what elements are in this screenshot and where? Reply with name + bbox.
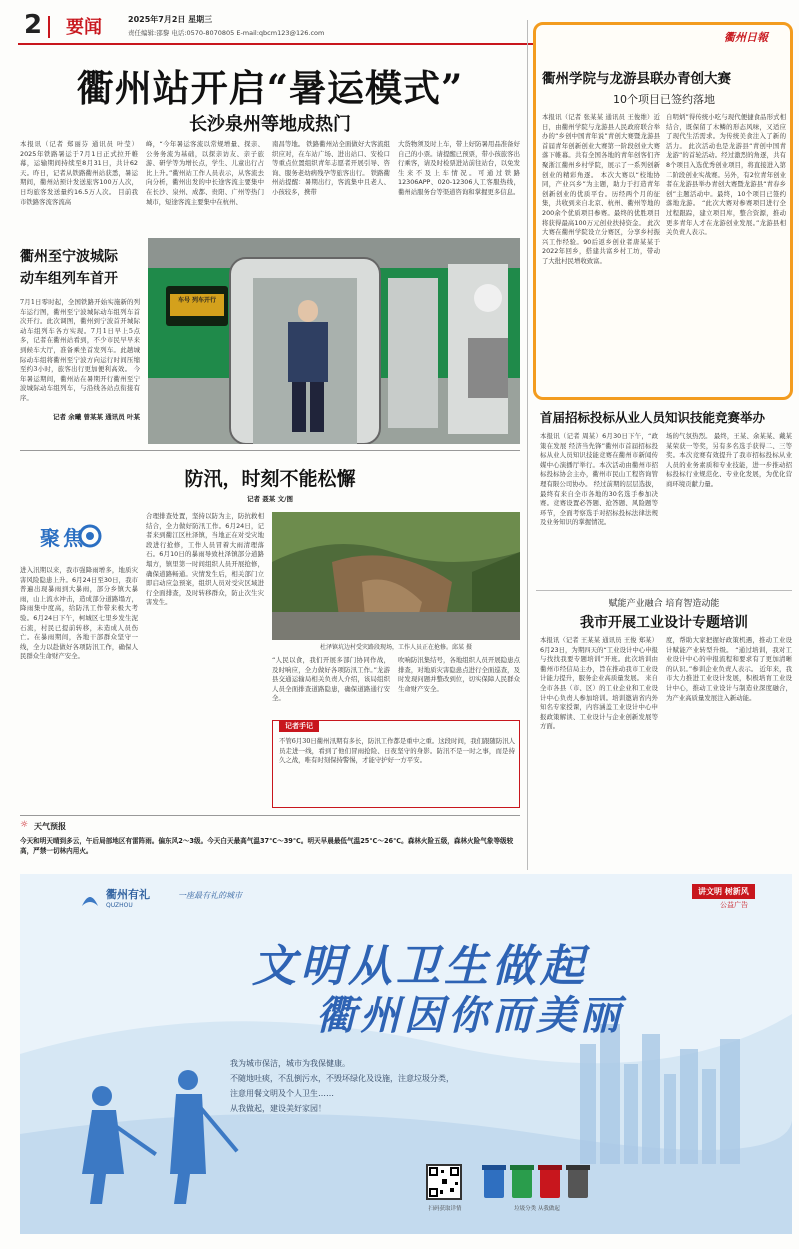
focus-logo [22, 512, 136, 562]
page-number: 2 [24, 10, 43, 40]
bins-label: 垃圾分类 从我做起 [514, 1206, 560, 1212]
qingchuang-article-frame [533, 22, 793, 400]
ad-line-3: 注意用餐文明及个人卫生…… [230, 1089, 334, 1098]
lead-col-2: 峰，“今年暑运客流以常规增量、探亲、公务务流为基础，以探亲访友、亲子旅游、研学等为增长点，学生、儿童出行占比上升。”衢州站工作人员表示，从客流去向分析，衢州出发的中长途客流主要集中在长沙、泉州、成都、贵阳、广州等热门城市，短途客流主要集中在杭州、 [146, 140, 264, 206]
qr-code[interactable] [426, 1164, 462, 1200]
train-illustration [148, 238, 520, 444]
contest-headline: 首届招标投标从业人员知识技能竞赛举办 [540, 410, 766, 425]
weather-icon: ☼ [20, 820, 29, 830]
trash-bins [482, 1162, 592, 1202]
trash-bin-icons [482, 1162, 592, 1202]
flood-photo [272, 512, 520, 640]
contest-col-1: 本报讯（记者 周某）6月30日下午，“政策在发展 经济当先锋”衢州市首届招标投标从业人员知识技能竞赛在衢州市新闻传媒中心演播厅举行。本次活动由衢州市招标投标协会主办，衢州市民山工程咨询管理有限公司协办。 经过前期的层层选拔，最终有来自全市各地的30名选手参加决赛。竞赛设置必答题、抢答题、风险题等环节，全面考察选手对招标投标法律法规及业务知识的掌握情况。 [540, 432, 658, 527]
qingchuang-headline: 衢州学院与龙游县联办青创大赛 [542, 71, 731, 87]
public-service-ad [20, 874, 792, 1234]
ad-background [20, 874, 792, 1234]
qingchuang-subheadline: 10个项目已签约落地 [613, 93, 715, 106]
landslide-illustration [272, 512, 520, 640]
section-name: 要闻 [66, 17, 102, 38]
psa-tag: 公益广告 [720, 901, 748, 909]
flood-col-4: 吹响防汛集结号，各地组织人员开展隐患点排查，对地质灾害隐患点进行全面巡查，及时发现问题并整改到位，切实保障人民群众生命财产安全。 [398, 656, 520, 693]
flood-headline: 防汛，时刻不能松懈 [184, 468, 356, 490]
city-brand-logo-icon [78, 886, 102, 910]
flood-col-3: “人民以食，我们开展多部门协同作战，及时响应，全力做好各项防汛工作。”龙游县交通运输局相关负责人介绍，该局组织人员全面排查道路隐患，确保道路通行安全。 [272, 656, 390, 703]
header-divider [48, 16, 50, 38]
design-headline: 我市开展工业设计专题培训 [580, 615, 748, 631]
flood-byline: 记者 聂某 文/图 [247, 495, 293, 503]
qingchuang-col-1: 本报讯（记者 张某某 通讯员 王俊维）近日，由衢州学院与龙游县人民政府联合举办的“乡创中国青年说”青创大赛暨龙游县首届青年创新创业大赛第一阶段创业大赛落下帷幕。共有全国各地的青年创客们齐聚浙江衢州乡村学院，展示了一系列创新创业的精彩角逐。 本次大赛以“校地协同，产业兴乡”为主题，助力于打造青年创新创业的优质平台。历经两个月的征集，共收到来自北京、杭州、衢州等地的200余个优质项目参赛。最终的优胜项目将获得最高100万元创业扶持资金。 此次大赛在衢州学院设立分赛区，分享乡村振兴工作经验。90后返乡创业者唐某某于2022年回乡，搭建共富乡村工坊，带动了大批村民增收致富。 [542, 113, 660, 265]
focus-logo-text: 聚焦 [40, 526, 86, 550]
ad-line-2: 不随地吐痰，不乱倒污水，不毁坏绿化及设施，注意垃圾分类， [230, 1074, 454, 1083]
column-divider [527, 20, 528, 870]
flood-top-rule [20, 450, 520, 451]
ad-main-slogan-2: 衢州因你而美丽 [316, 992, 624, 1039]
city-brand [78, 882, 278, 922]
dongche-headline [20, 246, 150, 290]
ad-line-4: 从我做起，建设美好家园！ [230, 1104, 326, 1113]
reporter-note-title: 记者手记 [279, 720, 319, 732]
qr-code-icon [428, 1166, 460, 1198]
ad-line-1: 我为城市保洁，城市为我保健康。 [230, 1059, 350, 1068]
lead-subheadline: 长沙泉州等地成热门 [189, 114, 351, 135]
masthead-logo: 衢州日報 [724, 31, 768, 44]
design-kicker: 赋能产业融合 培育智造动能 [608, 599, 720, 609]
flood-col-2: 合理排查处置，坚持以防为主，防抗救相结合，全力做好防汛工作。6月24日，记者来到衢江区杜泽镇，当地正在对受灾地段进行抢修，工作人员冒着大雨清理落石。6月10日的暴雨导致杜泽镇部分道路塌方，镇里第一时间组织人员开展抢修，确保道路畅通。灾情发生后，相关部门立即启动应急预案，组织人员对受灾区域进行全面排查，及时转移群众，防止次生灾害发生。 [146, 512, 264, 607]
focus-logo-icon [78, 524, 102, 548]
city-brand-en: QUZHOU [106, 902, 133, 909]
weather-box [20, 820, 520, 864]
lead-col-3: 南昌等地。 铁路衢州站全面做好大客流组织应对，在车站广场、进出站口、安检口等重点位置组织青年志愿者开展引导、咨询、服务老幼病残孕等旅客出行。 铁路衢州站提醒：暑期出行，客流集中且老人、小孩较多，携带 [272, 140, 390, 196]
issue-date: 2025年7月2日 星期三 [128, 15, 213, 24]
train-photo [148, 238, 520, 444]
city-brand-name: 衢州有礼 [106, 888, 150, 901]
lead-col-4: 大货物须及时上车，带上好防暑用品准备好自己的小票。请提醒已预票，带小孩旅客出行乘客，请及时检票进站前往站台，以免发生来不及上车情况。可通过铁路12306APP、020-12306人工客服热线，衢州站服务台等渠道咨询和掌握更多信息。 [398, 140, 520, 196]
flood-col-1: 进入汛期以来，我市强降雨增多，地质灾害风险隐患上升。6月24日至30日，我市普遍出现暴雨到大暴雨，部分乡镇大暴雨，山上流水冲击，造成部分道路塌方，降雨集中度高，给防汛工作带来极大考验。6月24日下午，柯城区七里乡发生泥石流，村民已提前转移，未造成人员伤亡。在暴雨期间，各地干部群众坚守一线，全力以赴做好各项防汛工作，确保人民群众生命财产安全。 [20, 566, 138, 661]
qingchuang-col-2: 自明炳”得传统小吃与现代便捷食品形式相结合，既保留了木鳞的形态风味，又适应了现代生活需求。为传统美食注入了新的活力。 此次活动也是龙游县“青创中国青龙游”的首轮活动。经过激烈的角逐，共有8个项目入选优秀创业项目，将直接进入第二阶段创业实战赛。另外，有2位青年创业者在龙游县举办青创大赛暨龙游县“青春乡创”主题活动中。最终，10个项目已签约落地龙游。 “此次大赛对参赛项目进行全过程跟踪，建立项目库，整合资源，推动更多青年人才在龙游创业发展。”龙游县相关负责人表示。 [666, 113, 786, 237]
design-col-1: 本报讯（记者 王某某 通讯员 王俊 郑某）6月23日，为期四天的“工业设计中心申报与找找我要专题培训”开班。此次培训由衢州市经信局主办，旨在推动我市工业设计能力提升，服务企业高质量发展。 来自全市各县（市、区）的工业企业和工业设计中心负责人参加培训。培训邀请省内外知名专家授课，内容涵盖工业设计中心申报政策解读、工业设计与企业创新发展等方面。 [540, 636, 658, 731]
weather-label: 天气预报 [34, 822, 66, 831]
flood-photo-caption: 杜泽镇坑边村受灾路段现场，工作人员正在抢修。邱某 摄 [320, 644, 472, 651]
editor-info: 责任编辑:邵黎 电话:0570-8070805 E-mail:qbcm123@126.com [128, 29, 325, 37]
civic-tag: 讲文明 树新风 [692, 884, 755, 899]
weather-text: 今天和明天晴到多云，午后局部地区有雷阵雨。偏东风2～3级。今天白天最高气温37℃～39℃。明天早晨最低气温25℃～26℃。森林火险五级，森林火险气象等级较高，严禁一切林内用火。 [20, 837, 514, 855]
design-top-rule [536, 590, 792, 591]
contest-col-2: 场的气氛热烈。 最终，王某、余某某、戴某某荣获一等奖，另有多名选手获得二、三等奖。本次竞赛有效提升了我市招标投标从业人员的业务素质和专业技能，进一步推动招标投标行业规范化、专业化发展，为优化营商环境贡献力量。 [666, 432, 792, 488]
ad-main-slogan-1: 文明从卫生做起 [252, 941, 588, 992]
weather-rule [20, 815, 520, 816]
lead-headline: 衢州站开启“暑运模式” [76, 66, 464, 110]
lead-col-1: 本报讯（记者 郑丽芬 通讯员 叶莹）2025年铁路暑运于7月1日正式拉开帷幕，运输期间持续至8月31日，共计62天。昨日，记者从铁路衢州站获悉，暑运期间，衢州站预计发送旅客100万人次，日均旅客发送量约16.5万人次。 目前我市铁路客流客流高 [20, 140, 138, 206]
reporter-note-box [272, 720, 520, 808]
ad-body [230, 1056, 630, 1116]
dongche-body: 7月1日零时起，全国铁路开始实施新的列车运行图，衢州至宁波城际动车组列车首次开行。此次调图，衢州到宁波首开城际动车组列车各方实现。7月1日早上5点多，记者在衢州站看到，不少市民早早来到候车大厅，准备乘坐首发列车。此趟城际动车组将衢州至宁波方向运行时间压缩至约3小时，旅客出行更加便利高效。 今年暑运期间，衢州站在暑期开行衢州至宁波城际动车组列车，与沿线各站点衔接有序。 [20, 298, 140, 402]
design-col-2: 度，帮助大家把握好政策机遇，推动工业设计赋能产业转型升级。 “通过培训，我对工业设计中心的申报流程和要求有了更加清晰的认识。”参训企业负责人表示。 近年来，我市大力推进工业设计发展，积极培育工业设计中心，推动工业设计与制造业深度融合，为产业高质量发展注入新动能。 [666, 636, 792, 702]
qr-label: 扫码获取详情 [428, 1206, 462, 1212]
dongche-title-line-2: 动车组列车首开 [20, 271, 118, 287]
reporter-note-body: 不管6月30日衢州汛期有多长，防汛工作都是重中之重。这段时间，我们跟随防汛人员走进一线，看到了他们冒雨抢险、日夜坚守的身影。防汛不是一时之事，而是持久之战，唯有时刻保持警惕，才能守护好一方平安。 [279, 737, 515, 765]
dongche-title-line-1: 衢州至宁波城际 [20, 249, 118, 265]
dongche-byline: 记者 余曦 曾某某 通讯员 叶某 [52, 413, 140, 421]
train-sign: 车号 列车开行 [177, 297, 217, 304]
city-slogan: 一座最有礼的城市 [178, 891, 242, 900]
